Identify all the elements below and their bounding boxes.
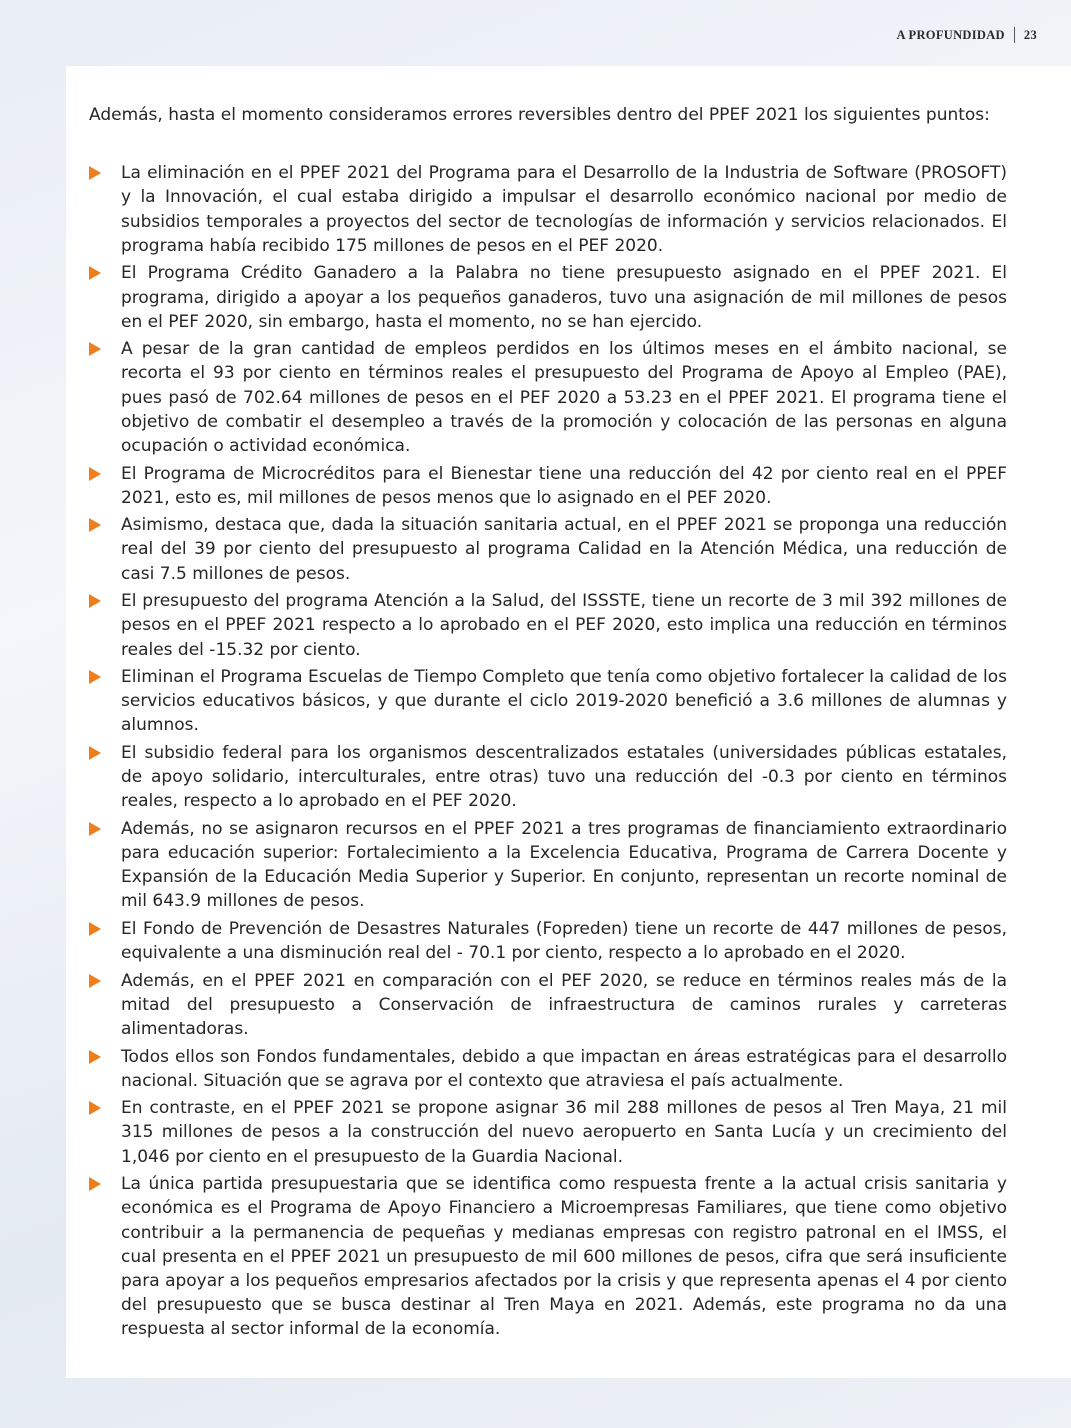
list-item-text: La única partida presupuestaria que se identifica como respuesta frente a la actual crisis sanitaria y económica es el Programa de Apoyo Financiero a Microempresas Familiares, que tiene como objetivo contribuir a la permanencia de pequeñas y medianas empresas con registro patronal en el IMSS, el cual presenta en el PPEF 2021 un presupuesto de mil 600 millones de pesos, cifra que será insuficiente para apoyar a los pequeños empresarios afectados por la crisis y que representa apenas el 4 por ciento del presupuesto que se busca destinar al Tren Maya en 2021. Además, este programa no da una respuesta al sector informal de la economía.: [121, 1174, 1007, 1340]
list-item: [89, 337, 1007, 458]
triangle-bullet-icon: [89, 822, 101, 836]
header-divider: [1014, 27, 1015, 43]
list-item-text: El Programa Crédito Ganadero a la Palabra no tiene presupuesto asignado en el PPEF 2021. El programa, dirigido a apoyar a los pequeños ganaderos, tuvo una asignación de mil millones de pesos en el PEF 2020, sin embargo, hasta el momento, no se han ejercido.: [121, 263, 1007, 332]
list-item: [89, 462, 1007, 510]
section-title: A PROFUNDIDAD: [896, 27, 1005, 42]
list-item-text: En contraste, en el PPEF 2021 se propone asignar 36 mil 288 millones de pesos al Tren Maya, 21 mil 315 millones de pesos a la construcción del nuevo aeropuerto en Santa Lucía y un crecimiento del 1,046 por ciento en el presupuesto de la Guardia Nacional.: [121, 1098, 1007, 1167]
list-item-text: Todos ellos son Fondos fundamentales, debido a que impactan en áreas estratégicas para el desarrollo nacional. Situación que se agrava por el contexto que atraviesa el país actualmente.: [121, 1046, 1007, 1091]
triangle-bullet-icon: [89, 922, 101, 936]
list-item-text: Además, en el PPEF 2021 en comparación con el PEF 2020, se reduce en términos reales más de la mitad del presupuesto a Conservación de infraestructura de caminos rurales y carreteras alimentadoras.: [121, 970, 1007, 1040]
list-item: [89, 161, 1007, 258]
list-item-text: El subsidio federal para los organismos descentralizados estatales (universidades públicas estatales, de apoyo solidario, interculturales, entre otras) tuvo una reducción del -0.3 por ciento en términos reales, respecto a lo aprobado en el PEF 2020.: [121, 742, 1007, 812]
list-item-text: Además, no se asignaron recursos en el PPEF 2021 a tres programas de financiamiento extraordinario para educación superior: Fortalecimiento a la Excelencia Educativa, Programa de Carrera Docente y Expansión de la Educación Media Superior y Superior. En conjunto, representan un recorte nominal de mil 643.9 millones de pesos.: [121, 818, 1007, 912]
list-item: [89, 665, 1007, 738]
triangle-bullet-icon: [89, 974, 101, 988]
triangle-bullet-icon: [89, 266, 101, 280]
list-item-text: El Programa de Microcréditos para el Bienestar tiene una reducción del 42 por ciento real en el PPEF 2021, esto es, mil millones de pesos menos que lo asignado en el PEF 2020.: [121, 463, 1007, 508]
triangle-bullet-icon: [89, 670, 101, 684]
list-item: [89, 917, 1007, 965]
list-item: [89, 1096, 1007, 1169]
intro-paragraph: Además, hasta el momento consideramos errores reversibles dentro del PPEF 2021 los siguientes puntos:: [89, 105, 990, 125]
triangle-bullet-icon: [89, 746, 101, 760]
list-item-text: A pesar de la gran cantidad de empleos perdidos en los últimos meses en el ámbito nacional, se recorta el 93 por ciento en términos reales el presupuesto del Programa de Apoyo al Empleo (PAE), pues pasó de 702.64 millones de pesos en el PEF 2020 a 53.23 en el PPEF 2021. El programa tiene el objetivo de combatir el desempleo a través de la promoción y colocación de las personas en alguna ocupación o actividad económica.: [121, 339, 1007, 457]
list-item-text: Eliminan el Programa Escuelas de Tiempo Completo que tenía como objetivo fortalecer la calidad de los servicios educativos básicos, y que durante el ciclo 2019-2020 benefició a 3.6 millones de alumnas y alumnos.: [121, 667, 1007, 736]
page-header: [896, 27, 1037, 43]
list-item: [89, 261, 1007, 334]
triangle-bullet-icon: [89, 518, 101, 532]
list-item: [89, 1172, 1007, 1341]
list-item: [89, 969, 1007, 1042]
page-number: 23: [1023, 27, 1037, 42]
triangle-bullet-icon: [89, 342, 101, 356]
list-item: [89, 589, 1007, 662]
triangle-bullet-icon: [89, 166, 101, 180]
list-item-text: La eliminación en el PPEF 2021 del Programa para el Desarrollo de la Industria de Software (PROSOFT) y la Innovación, el cual estaba dirigido a impulsar el desarrollo económico nacional por medio de subsidios temporales a proyectos del sector de tecnologías de información y servicios relacionados. El programa había recibido 175 millones de pesos en el PEF 2020.: [121, 163, 1007, 256]
bullet-list: [89, 161, 1007, 1341]
list-item-text: El presupuesto del programa Atención a la Salud, del ISSSTE, tiene un recorte de 3 mil 392 millones de pesos en el PPEF 2021 respecto a lo aprobado en el PEF 2020, esto implica una reducción en términos reales del -15.32 por ciento.: [121, 591, 1007, 660]
triangle-bullet-icon: [89, 1101, 101, 1115]
content-panel: [66, 66, 1071, 1378]
article-body: [89, 103, 1007, 1345]
triangle-bullet-icon: [89, 467, 101, 481]
triangle-bullet-icon: [89, 1050, 101, 1064]
list-item: [89, 817, 1007, 914]
list-item: [89, 1045, 1007, 1093]
list-item: [89, 741, 1007, 814]
triangle-bullet-icon: [89, 1177, 101, 1191]
list-item-text: El Fondo de Prevención de Desastres Naturales (Fopreden) tiene un recorte de 447 millones de pesos, equivalente a una disminución real del - 70.1 por ciento, respecto a lo aprobado en el 2020.: [121, 918, 1007, 964]
triangle-bullet-icon: [89, 594, 101, 608]
list-item-text: Asimismo, destaca que, dada la situación sanitaria actual, en el PPEF 2021 se proponga una reducción real del 39 por ciento del presupuesto al programa Calidad en la Atención Médica, una reducción de casi 7.5 millones de pesos.: [121, 515, 1007, 584]
list-item: [89, 513, 1007, 586]
